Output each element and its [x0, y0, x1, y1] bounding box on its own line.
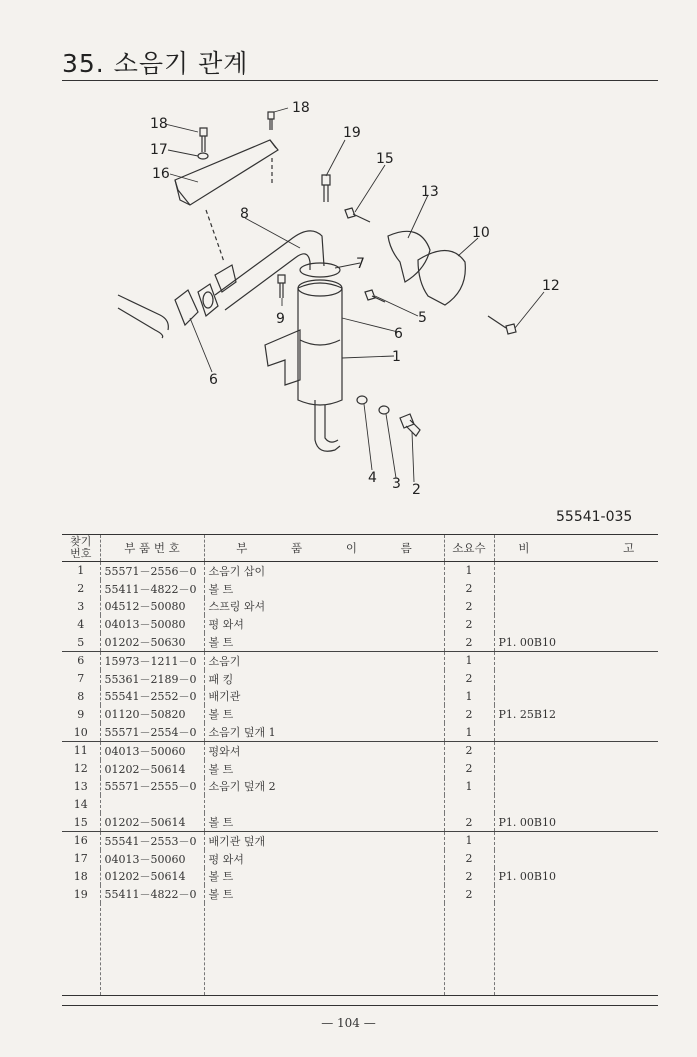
- cell-part-number: 01202－50614: [100, 868, 204, 886]
- table-row: [62, 885, 658, 903]
- table-row: [62, 705, 658, 723]
- cell-item-no: 15: [62, 813, 100, 831]
- cell-part-number: 01202－50614: [100, 813, 204, 831]
- page-title: 35. 소음기 관계: [62, 49, 249, 78]
- cell-part-number: 55411－4822－0: [100, 885, 204, 903]
- cell-remarks: [494, 778, 658, 796]
- cell-item-no: 14: [62, 795, 100, 813]
- parts-table: [62, 534, 658, 996]
- cell-quantity: 2: [444, 760, 494, 778]
- cell-remarks: [494, 723, 658, 741]
- cell-item-no: 19: [62, 885, 100, 903]
- part-19-bolt: [322, 175, 330, 202]
- cell-part-name: 볼 트: [204, 885, 444, 903]
- table-row: [62, 813, 658, 831]
- cell-quantity: 2: [444, 868, 494, 886]
- callout-label: 10: [472, 225, 490, 241]
- empty-cell: [494, 903, 658, 996]
- part-15-bolt: [345, 208, 370, 222]
- cell-part-name: 소음기 덮개 1: [204, 723, 444, 741]
- cell-part-name: 스프링 와셔: [204, 598, 444, 616]
- empty-cell: [204, 903, 444, 996]
- cell-item-no: 18: [62, 868, 100, 886]
- cell-part-name: 평 와셔: [204, 850, 444, 868]
- footer-divider: [62, 1005, 658, 1006]
- table-row: [62, 598, 658, 616]
- cell-remarks: P1. 00B10: [494, 633, 658, 651]
- cell-part-number: 55571－2555－0: [100, 778, 204, 796]
- diagram-callouts: [150, 100, 560, 498]
- cell-part-number: 01202－50614: [100, 760, 204, 778]
- cell-part-number: 04013－50080: [100, 615, 204, 633]
- cell-part-number: 04013－50060: [100, 850, 204, 868]
- muffler-bracket: [265, 330, 300, 385]
- callout-label: 18: [292, 100, 310, 116]
- callout-label: 2: [412, 482, 421, 498]
- part-6-muffler: [298, 283, 342, 405]
- cell-part-number: 55571－2554－0: [100, 723, 204, 741]
- callout-label: 15: [376, 151, 394, 167]
- cell-part-name: 배기관 덮개: [204, 831, 444, 849]
- cell-quantity: 2: [444, 670, 494, 688]
- table-row: [62, 562, 658, 580]
- cell-quantity: [444, 795, 494, 813]
- table-row: [62, 723, 658, 741]
- callout-label: 13: [421, 184, 439, 200]
- exploded-parts-diagram: [0, 90, 697, 510]
- cell-part-name: 볼 트: [204, 580, 444, 598]
- cell-item-no: 1: [62, 562, 100, 580]
- part-8-exhaust-pipe: [215, 231, 324, 310]
- cell-quantity: 2: [444, 850, 494, 868]
- cell-part-name: 볼 트: [204, 813, 444, 831]
- cell-remarks: [494, 615, 658, 633]
- table-row: [62, 580, 658, 598]
- callout-label: 12: [542, 278, 560, 294]
- table-row: [62, 741, 658, 759]
- table-row: [62, 850, 658, 868]
- diagram-code: 55541-035: [556, 509, 633, 525]
- part-4-washer: [357, 396, 367, 404]
- cell-quantity: 1: [444, 723, 494, 741]
- cell-part-name: 볼 트: [204, 868, 444, 886]
- cell-part-number: 55541－2553－0: [100, 831, 204, 849]
- cell-item-no: 4: [62, 615, 100, 633]
- table-header-row: [62, 535, 658, 562]
- cell-remarks: P1. 25B12: [498, 707, 556, 721]
- cell-quantity: 2: [444, 741, 494, 759]
- part-18-bolt-b: [268, 112, 274, 130]
- cell-remarks: [494, 850, 658, 868]
- callout-label: 18: [150, 116, 168, 132]
- callout-label: 16: [152, 166, 170, 182]
- table-row: [62, 760, 658, 778]
- header-part-name: 부 품 이 름: [204, 535, 444, 562]
- cell-part-name: 볼 트: [204, 705, 444, 723]
- cell-quantity: 1: [444, 831, 494, 849]
- part-9-bolt: [278, 275, 285, 298]
- part-16-cover: [175, 140, 278, 205]
- cell-part-name: 패 킹: [204, 670, 444, 688]
- table-row: [62, 831, 658, 849]
- callout-label: 1: [392, 349, 401, 365]
- part-10-cover-1: [418, 250, 465, 305]
- cell-remarks: [494, 795, 658, 813]
- cell-remarks: [494, 670, 658, 688]
- cell-part-number: 55411－4822－0: [100, 580, 204, 598]
- cell-part-name: 볼 트: [204, 760, 444, 778]
- page-number: — 104 —: [321, 1016, 376, 1030]
- part-3-spring-washer: [379, 406, 389, 414]
- empty-cell: [444, 903, 494, 996]
- table-row: [62, 868, 658, 886]
- exhaust-flange: [198, 284, 218, 316]
- header-part-number: 부 품 번 호: [100, 535, 204, 562]
- cell-item-no: 6: [62, 651, 100, 669]
- empty-cell: [100, 903, 204, 996]
- cell-part-number: [100, 795, 204, 813]
- cell-part-number: 55571－2556－0: [100, 562, 204, 580]
- cell-part-name: 배기관: [204, 688, 444, 706]
- callout-label: 19: [343, 125, 361, 141]
- cell-part-number: 01120－50820: [100, 705, 204, 723]
- cell-item-no: 2: [62, 580, 100, 598]
- table-row: [62, 688, 658, 706]
- table-row: [62, 651, 658, 669]
- cell-part-name: 소음기 덮개 2: [204, 778, 444, 796]
- cell-part-number: 55541－2552－0: [100, 688, 204, 706]
- table-empty-rows: [62, 903, 658, 996]
- cell-part-name: 평 와셔: [204, 615, 444, 633]
- part-12-bolt: [488, 316, 516, 334]
- cell-remarks: [494, 760, 658, 778]
- cell-remarks: [494, 885, 658, 903]
- cell-item-no: 10: [62, 723, 100, 741]
- part-18-bolt-a: [200, 128, 207, 152]
- cell-remarks: [494, 598, 658, 616]
- part-7-packing: [300, 263, 340, 277]
- cell-quantity: 2: [444, 598, 494, 616]
- header-remarks: 비 고: [494, 535, 658, 562]
- table-row: [62, 778, 658, 796]
- cell-item-no: 16: [62, 831, 100, 849]
- cell-remarks: [494, 831, 658, 849]
- cell-quantity: 1: [444, 688, 494, 706]
- cell-part-name: 소음기: [204, 651, 444, 669]
- cell-part-number: 01202－50630: [100, 633, 204, 651]
- cell-quantity: 1: [444, 778, 494, 796]
- header-quantity: 소요수: [444, 535, 494, 562]
- cell-part-number: 15973－1211－0: [100, 651, 204, 669]
- cell-remarks: [494, 580, 658, 598]
- cell-quantity: 2: [444, 615, 494, 633]
- table-row: [62, 615, 658, 633]
- cell-remarks: P1. 00B10: [494, 813, 658, 831]
- cell-quantity: 2: [444, 633, 494, 651]
- cell-part-name: [204, 795, 444, 813]
- cell-part-number: 55361－2189－0: [100, 670, 204, 688]
- cell-item-no: 5: [62, 633, 100, 651]
- callout-label: 6: [394, 326, 403, 342]
- cell-part-number: 04013－50060: [100, 741, 204, 759]
- cell-part-name: 평와셔: [204, 741, 444, 759]
- cell-part-number: 04512－50080: [100, 598, 204, 616]
- callout-label: 9: [276, 311, 285, 327]
- part-17-washer: [198, 153, 208, 159]
- callout-label: 8: [240, 206, 249, 222]
- cell-quantity: 1: [444, 562, 494, 580]
- cell-quantity: 2: [444, 813, 494, 831]
- callout-label: 17: [150, 142, 168, 158]
- part-2-bolt: [400, 414, 420, 436]
- callout-label: 6: [209, 372, 218, 388]
- cell-item-no: 13: [62, 778, 100, 796]
- callout-label: 4: [368, 470, 377, 486]
- cell-remarks: P1. 00B10: [498, 869, 556, 883]
- table-row: [62, 633, 658, 651]
- callout-label: 3: [392, 476, 401, 492]
- cell-item-no: 3: [62, 598, 100, 616]
- cell-item-no: 7: [62, 670, 100, 688]
- cell-item-no: 8: [62, 688, 100, 706]
- cell-remarks: [494, 562, 658, 580]
- cell-item-no: 11: [62, 741, 100, 759]
- cell-item-no: 9: [62, 705, 100, 723]
- title-divider: [62, 80, 658, 81]
- table-row: [62, 795, 658, 813]
- cell-part-name: 소음기 삽이: [204, 562, 444, 580]
- callout-label: 7: [356, 256, 365, 272]
- cell-item-no: 17: [62, 850, 100, 868]
- empty-cell: [62, 903, 100, 996]
- part-6-gasket-left: [175, 290, 198, 325]
- cell-item-no: 12: [62, 760, 100, 778]
- callout-label: 5: [418, 310, 427, 326]
- cell-remarks: [494, 651, 658, 669]
- cell-remarks: [494, 741, 658, 759]
- cell-quantity: 2: [444, 885, 494, 903]
- table-row: [62, 670, 658, 688]
- cell-quantity: 1: [444, 651, 494, 669]
- header-item-no: 찾기 번호: [62, 535, 100, 562]
- cell-quantity: 2: [444, 705, 494, 723]
- cell-remarks: [494, 688, 658, 706]
- cell-quantity: 2: [444, 580, 494, 598]
- cell-part-name: 볼 트: [204, 633, 444, 651]
